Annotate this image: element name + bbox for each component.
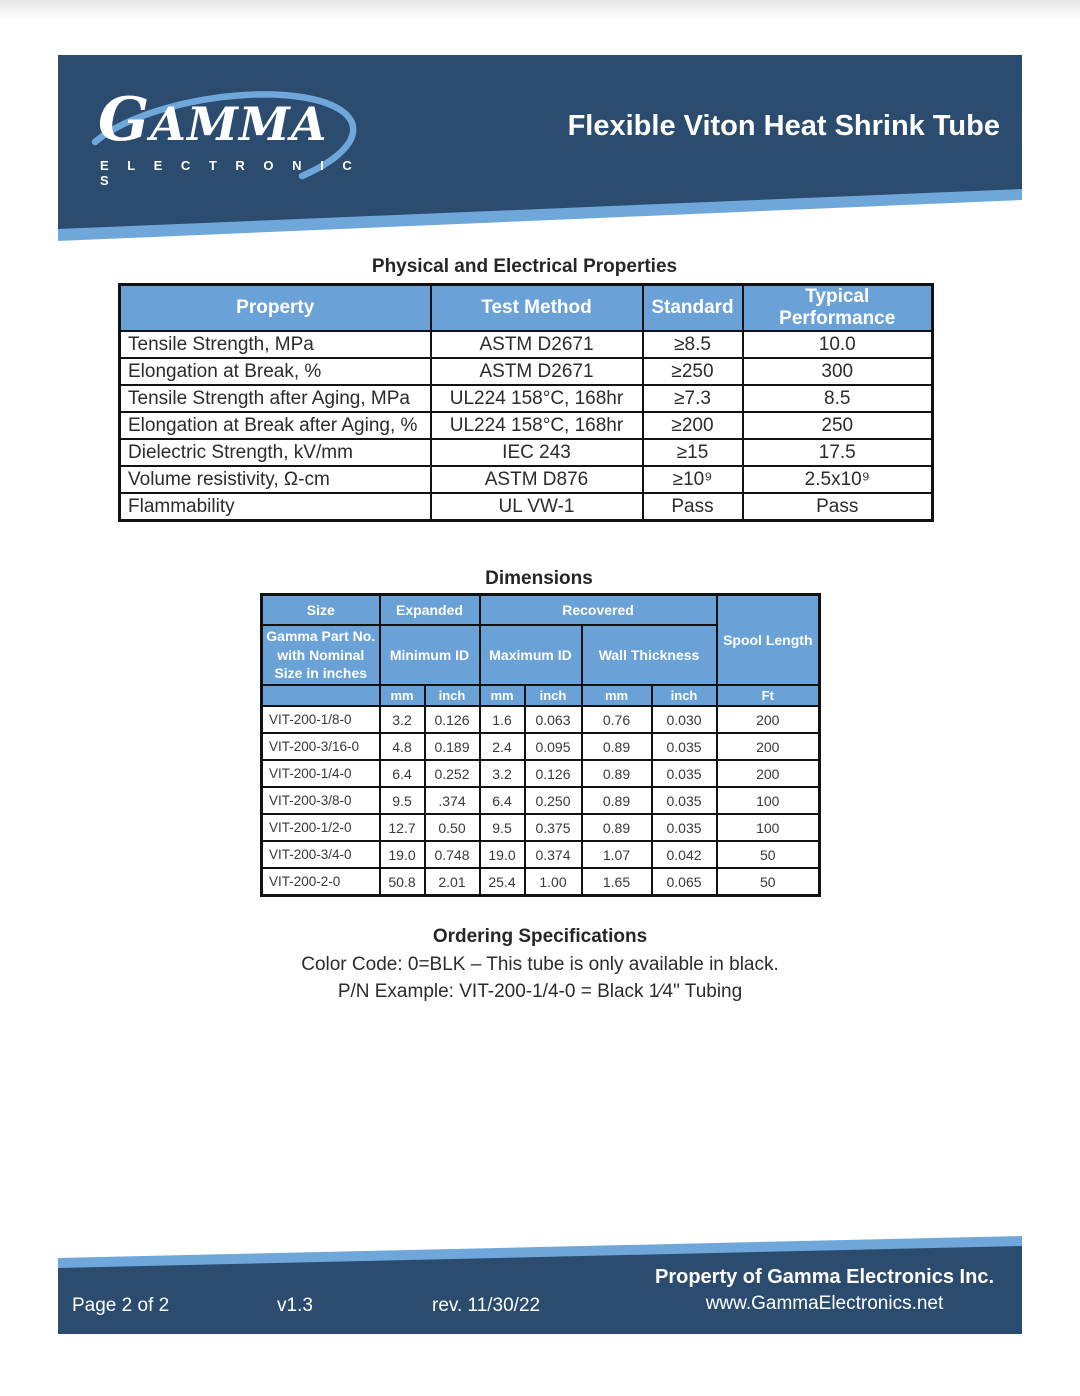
table-cell: 1.00 [525, 868, 582, 896]
table-cell: 0.095 [525, 733, 582, 760]
units-header-ft: Ft [717, 685, 820, 706]
version-label: v1.3 [277, 1295, 313, 1316]
table-cell: .374 [425, 787, 480, 814]
table-cell: 300 [743, 358, 933, 385]
table-cell: Volume resistivity, Ω-cm [120, 466, 431, 493]
units-header-mm: mm [582, 685, 652, 706]
table-cell: VIT-200-1/2-0 [262, 814, 380, 841]
table-cell: ≥15 [643, 439, 743, 466]
table-cell: ≥250 [643, 358, 743, 385]
column-header-recovered: Recovered [480, 595, 717, 626]
table-cell: 0.126 [525, 760, 582, 787]
dimensions-table-title: Dimensions [485, 568, 593, 589]
table-cell: 0.89 [582, 787, 652, 814]
properties-table [118, 283, 934, 522]
property-notice: Property of Gamma Electronics Inc. [655, 1266, 994, 1288]
table-cell: 0.189 [425, 733, 480, 760]
table-cell: 0.063 [525, 706, 582, 733]
units-header-inch: inch [652, 685, 717, 706]
table-cell: VIT-200-3/16-0 [262, 733, 380, 760]
table-cell: 19.0 [380, 841, 425, 868]
table-cell: 2.5x10⁹ [743, 466, 933, 493]
table-row [262, 787, 820, 814]
units-header-blank [262, 685, 380, 706]
table-row [262, 706, 820, 733]
units-header-inch: inch [425, 685, 480, 706]
table-cell: 0.030 [652, 706, 717, 733]
table-cell: 50 [717, 868, 820, 896]
table-row [120, 358, 933, 385]
table-cell: 0.252 [425, 760, 480, 787]
units-header-mm: mm [480, 685, 525, 706]
table-cell: 0.89 [582, 814, 652, 841]
table-cell: 0.89 [582, 733, 652, 760]
units-header-mm: mm [380, 685, 425, 706]
column-header-expanded: Expanded [380, 595, 480, 626]
table-cell: 19.0 [480, 841, 525, 868]
table-cell: Elongation at Break, % [120, 358, 431, 385]
table-row [262, 760, 820, 787]
table-cell: 1.6 [480, 706, 525, 733]
column-header-spool-length: Spool Length [717, 595, 820, 686]
table-cell: Flammability [120, 493, 431, 521]
page-number: Page 2 of 2 [72, 1295, 170, 1316]
table-cell: 1.07 [582, 841, 652, 868]
website-url: www.GammaElectronics.net [705, 1293, 944, 1314]
table-cell: 0.035 [652, 760, 717, 787]
table-row [120, 466, 933, 493]
table-row [262, 814, 820, 841]
table-cell: 0.50 [425, 814, 480, 841]
table-cell: 4.8 [380, 733, 425, 760]
table-cell: Dielectric Strength, kV/mm [120, 439, 431, 466]
table-row [262, 868, 820, 896]
table-cell: Pass [643, 493, 743, 521]
table-cell: 0.042 [652, 841, 717, 868]
column-header-property: Property [120, 285, 431, 332]
table-row [120, 493, 933, 521]
table-cell: 0.250 [525, 787, 582, 814]
table-cell: 0.035 [652, 814, 717, 841]
ordering-pn-example-line: P/N Example: VIT-200-1/4-0 = Black 1⁄4" Tubing [337, 981, 743, 1002]
column-header-wall-thickness: Wall Thickness [582, 625, 717, 685]
table-cell: ASTM D2671 [431, 358, 643, 385]
table-cell: VIT-200-2-0 [262, 868, 380, 896]
table-row [120, 412, 933, 439]
column-header-maximum-id: Maximum ID [480, 625, 582, 685]
table-cell: 25.4 [480, 868, 525, 896]
table-cell: 9.5 [380, 787, 425, 814]
column-header-size: Size [262, 595, 380, 626]
table-cell: 8.5 [743, 385, 933, 412]
revision-date: rev. 11/30/22 [432, 1295, 541, 1316]
table-cell: 0.374 [525, 841, 582, 868]
table-cell: 6.4 [480, 787, 525, 814]
column-header-typical-performance: Typical Performance [743, 285, 933, 332]
table-cell: VIT-200-1/4-0 [262, 760, 380, 787]
table-cell: 0.375 [525, 814, 582, 841]
column-header-part-no: Gamma Part No. with Nominal Size in inches [262, 625, 380, 685]
electronics-label: E L E C T R O N I C S [100, 158, 360, 188]
table-cell: 0.748 [425, 841, 480, 868]
table-cell: 6.4 [380, 760, 425, 787]
table-row [120, 331, 933, 358]
table-cell: 0.035 [652, 733, 717, 760]
table-cell: ASTM D876 [431, 466, 643, 493]
gamma-wordmark [98, 85, 328, 155]
units-header-inch: inch [525, 685, 582, 706]
table-cell: 1.65 [582, 868, 652, 896]
table-cell: 0.89 [582, 760, 652, 787]
properties-header-row [120, 285, 933, 332]
table-cell: 200 [717, 760, 820, 787]
table-cell: 3.2 [480, 760, 525, 787]
table-cell: Pass [743, 493, 933, 521]
dimensions-header-row-units [262, 685, 820, 706]
table-cell: 100 [717, 787, 820, 814]
table-cell: 2.01 [425, 868, 480, 896]
table-cell: UL224 158°C, 168hr [431, 412, 643, 439]
dimensions-header-row-1 [262, 595, 820, 626]
table-row [120, 385, 933, 412]
table-cell: 0.126 [425, 706, 480, 733]
table-cell: ≥8.5 [643, 331, 743, 358]
table-cell: Tensile Strength after Aging, MPa [120, 385, 431, 412]
table-cell: UL VW-1 [431, 493, 643, 521]
column-header-test-method: Test Method [431, 285, 643, 332]
wordmark-initial: G [98, 85, 151, 155]
table-cell: UL224 158°C, 168hr [431, 385, 643, 412]
table-cell: 17.5 [743, 439, 933, 466]
table-cell: VIT-200-3/8-0 [262, 787, 380, 814]
table-cell: 50.8 [380, 868, 425, 896]
footer-right-block [655, 1266, 994, 1315]
column-header-standard: Standard [643, 285, 743, 332]
table-cell: 9.5 [480, 814, 525, 841]
table-cell: Tensile Strength, MPa [120, 331, 431, 358]
table-cell: 3.2 [380, 706, 425, 733]
table-cell: 200 [717, 733, 820, 760]
properties-table-title: Physical and Electrical Properties [371, 256, 678, 277]
table-row [120, 439, 933, 466]
table-cell: 0.76 [582, 706, 652, 733]
table-cell: 250 [743, 412, 933, 439]
table-cell: VIT-200-1/8-0 [262, 706, 380, 733]
table-row [262, 733, 820, 760]
table-cell: Elongation at Break after Aging, % [120, 412, 431, 439]
document-title: Flexible Viton Heat Shrink Tube [567, 110, 1000, 142]
dimensions-table [260, 593, 821, 897]
table-cell: 100 [717, 814, 820, 841]
brand-logo [84, 82, 384, 202]
ordering-color-code-line: Color Code: 0=BLK – This tube is only available in black. [301, 954, 779, 975]
table-cell: 0.065 [652, 868, 717, 896]
table-cell: 50 [717, 841, 820, 868]
column-header-minimum-id: Minimum ID [380, 625, 480, 685]
table-cell: ASTM D2671 [431, 331, 643, 358]
table-cell: 10.0 [743, 331, 933, 358]
table-cell: ≥200 [643, 412, 743, 439]
ordering-title: Ordering Specifications [432, 926, 648, 947]
table-cell: IEC 243 [431, 439, 643, 466]
table-row [262, 841, 820, 868]
table-cell: ≥10⁹ [643, 466, 743, 493]
table-cell: VIT-200-3/4-0 [262, 841, 380, 868]
ordering-specifications [0, 926, 1080, 1005]
table-cell: 12.7 [380, 814, 425, 841]
table-cell: 2.4 [480, 733, 525, 760]
table-cell: 200 [717, 706, 820, 733]
table-cell: 0.035 [652, 787, 717, 814]
wordmark-rest: AMMA [150, 97, 328, 151]
table-cell: ≥7.3 [643, 385, 743, 412]
